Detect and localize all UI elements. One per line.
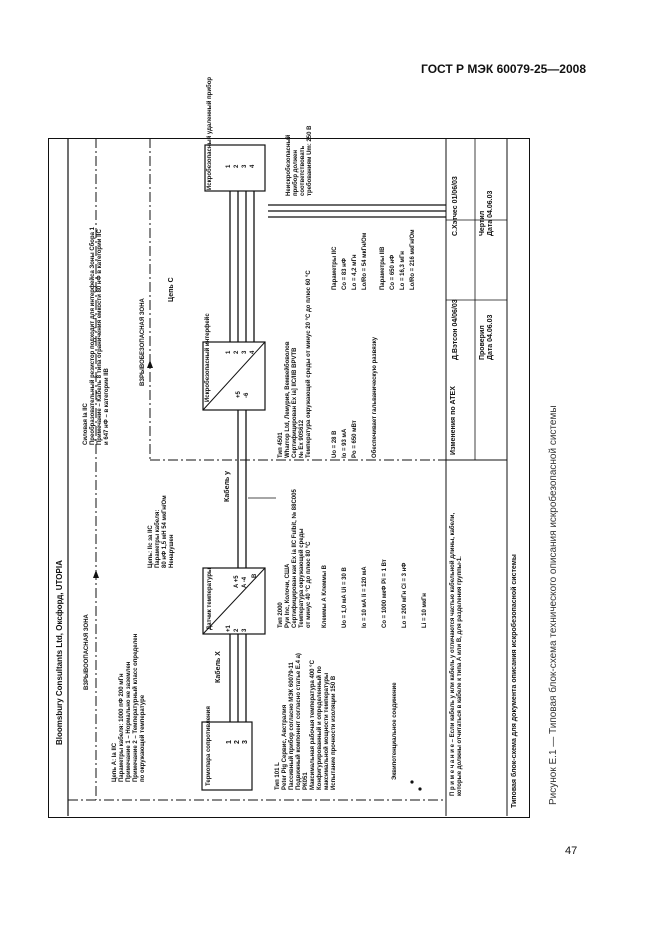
cable-y-label: Кабель у: [224, 470, 231, 502]
sensor-pin: 3: [242, 740, 249, 744]
instrument-pin: 4: [250, 164, 256, 168]
transmitter-pin: +1: [226, 625, 232, 632]
hazard-zone-label: ВЗРЫВООПАСНАЯ ЗОНА: [84, 614, 90, 690]
sensor-spec: Тип 101 L Peter Pig Сервис, Австралия Пассивный прибор согласно МЭК 60079-11 Подвижный компонент согласно статье Е.4 а) РК051 Максимальная рабочая температура 400 °С Конфигурированный и определенный по максимальной мощности температуры Испытание прочности изоляции 150 В: [275, 653, 337, 790]
document-title: Типовая блок-схема для документа описания искробезопасной системы: [511, 554, 518, 808]
interface-params-iic: Параметры IIC Co = 83 нФ Lo = 4,2 мГн Lo/Ro = 54 мкГн/Ом: [332, 232, 368, 290]
title-change: Изменения по АТЕХ: [450, 386, 457, 455]
figure-caption: Рисунок Е.1 — Типовая блок-схема технического описания искробезопасной системы: [548, 405, 559, 805]
title-checked: Проверил Дата 04.06.03: [479, 314, 494, 360]
instrument-title: Искробезопасный удаленный прибор: [207, 76, 213, 190]
safe-zone-label: ВЗРЫВОБЕЗОПАСНАЯ ЗОНА: [140, 298, 146, 386]
equipotential-label: Эквипотенциальное соединение: [392, 682, 398, 780]
interface-pin: 1: [226, 350, 232, 354]
interface-pin: -6: [244, 392, 250, 398]
title-author2: С.Хэтчес 01/06/03: [452, 176, 459, 236]
circuit-a-notes: Цепь А: Ia IIC Параметры кабеля: 1000 пФ 200 мГн Примечание 1 – Нормально не заземлен Примечание 2 – Температурный класс определен по окружающей температуре: [112, 633, 146, 782]
interface-pin: 3: [242, 350, 248, 354]
transmitter-pin: B: [252, 573, 258, 578]
cable-c: [230, 191, 254, 342]
instrument-pin: 3: [242, 164, 248, 168]
cable-y: [238, 410, 246, 568]
document-header: ГОСТ Р МЭК 60079-25—2008: [421, 62, 586, 76]
interface-title: Искробезопасный интерфейс: [205, 313, 211, 402]
interface-values: Uo = 28 В Io = 93 мА Po = 650 мВт Обеспечивает гальваническую развязку: [332, 336, 378, 458]
equipotential-symbol: [410, 780, 413, 783]
transmitter-pin: A +5: [234, 575, 240, 588]
page-number: 47: [565, 845, 578, 857]
instrument-pin: 1: [226, 164, 232, 168]
instrument-pin: 2: [234, 164, 240, 168]
transmitter-pin: 2: [234, 628, 240, 632]
interface-params-iib: Параметры IIB Co = 650 нФ Lo = 16,3 мГн Lo/Ro = 216 мкГн/Ом: [380, 229, 416, 290]
non-is-wires: [268, 205, 446, 217]
sensor-pin: 1: [226, 740, 233, 744]
instrument-note: Неискробезопасный прибор должен соответствовать требованиям Um: 250 В: [286, 125, 313, 196]
title-drawn: Чертил Дата 04.06.03: [479, 190, 494, 236]
transmitter-values: Клеммы А Клеммы В Uo = 1,0 мА Ui = 30 В Io = 10 мА Ii = 120 мА Co = 1000 мкФ Pi = 1 Вт Lo = 200 мГн Ci = 3 нФ Li = 10 мкГн: [322, 559, 428, 628]
transmitter-pin: 3: [242, 628, 248, 632]
circuit-c-notes: Силовая Ia IIC Преобразовательный резистор подходит для интерфейса Зоны Сбора 1 Примечание – Кабель 8 типа ограничения емкости 80 нФ в категории IIC и 647 нФ – в категории IIB: [83, 227, 110, 445]
sensor-title: Термопара сопротивления: [206, 706, 212, 786]
title-author: Д.Вэтсон 04/06/03: [452, 299, 459, 360]
cable-x: [230, 634, 246, 722]
interface-spec: Тип 4501 Wharrop Ltd, Лемурия, Вемвейбоволов Сертифицирован Ex ia] IIC/IIB BPVTB № Ex 90S612 Температура окружающей среды от минус 20 °С до плюс 60 °С: [278, 270, 312, 458]
cable-x-label: Кабель X: [215, 651, 222, 683]
transmitter-pin: A -4: [242, 576, 248, 588]
circuit-c-label: Цепь С: [168, 277, 175, 302]
instrument-box: [205, 145, 265, 191]
transmitter-title: Датчик температуры: [207, 567, 213, 630]
cable-y-info: Цепь: IIc за IIC Параметры кабеля: 80 нФ 1,5 мН 54 мкГн/Ом Ненарушен: [148, 495, 175, 568]
interface-pin: 2: [234, 350, 240, 354]
transmitter-spec: Тип 2000 Руи Inc, Колочи, США Сертифицирован как Ex ia IIC Fulbit, № 88C005 Температура окружающей среды от минус 40 °С до плюс 80 °С: [278, 489, 312, 628]
footnote: П р и м е ч а н и е – Если кабель у или кабель у отличаются частью кабельной длины, кабели, которые должны отчитаться в кабеле к типа А или В, для разделения группы-1.: [450, 512, 463, 796]
interface-pin: +5: [236, 391, 242, 398]
company-name: Bloomsbury Consultants Ltd, Оксфорд, UTOPIA: [55, 560, 64, 745]
sensor-pin: 2: [234, 740, 241, 744]
interface-pin: 4: [250, 350, 256, 354]
